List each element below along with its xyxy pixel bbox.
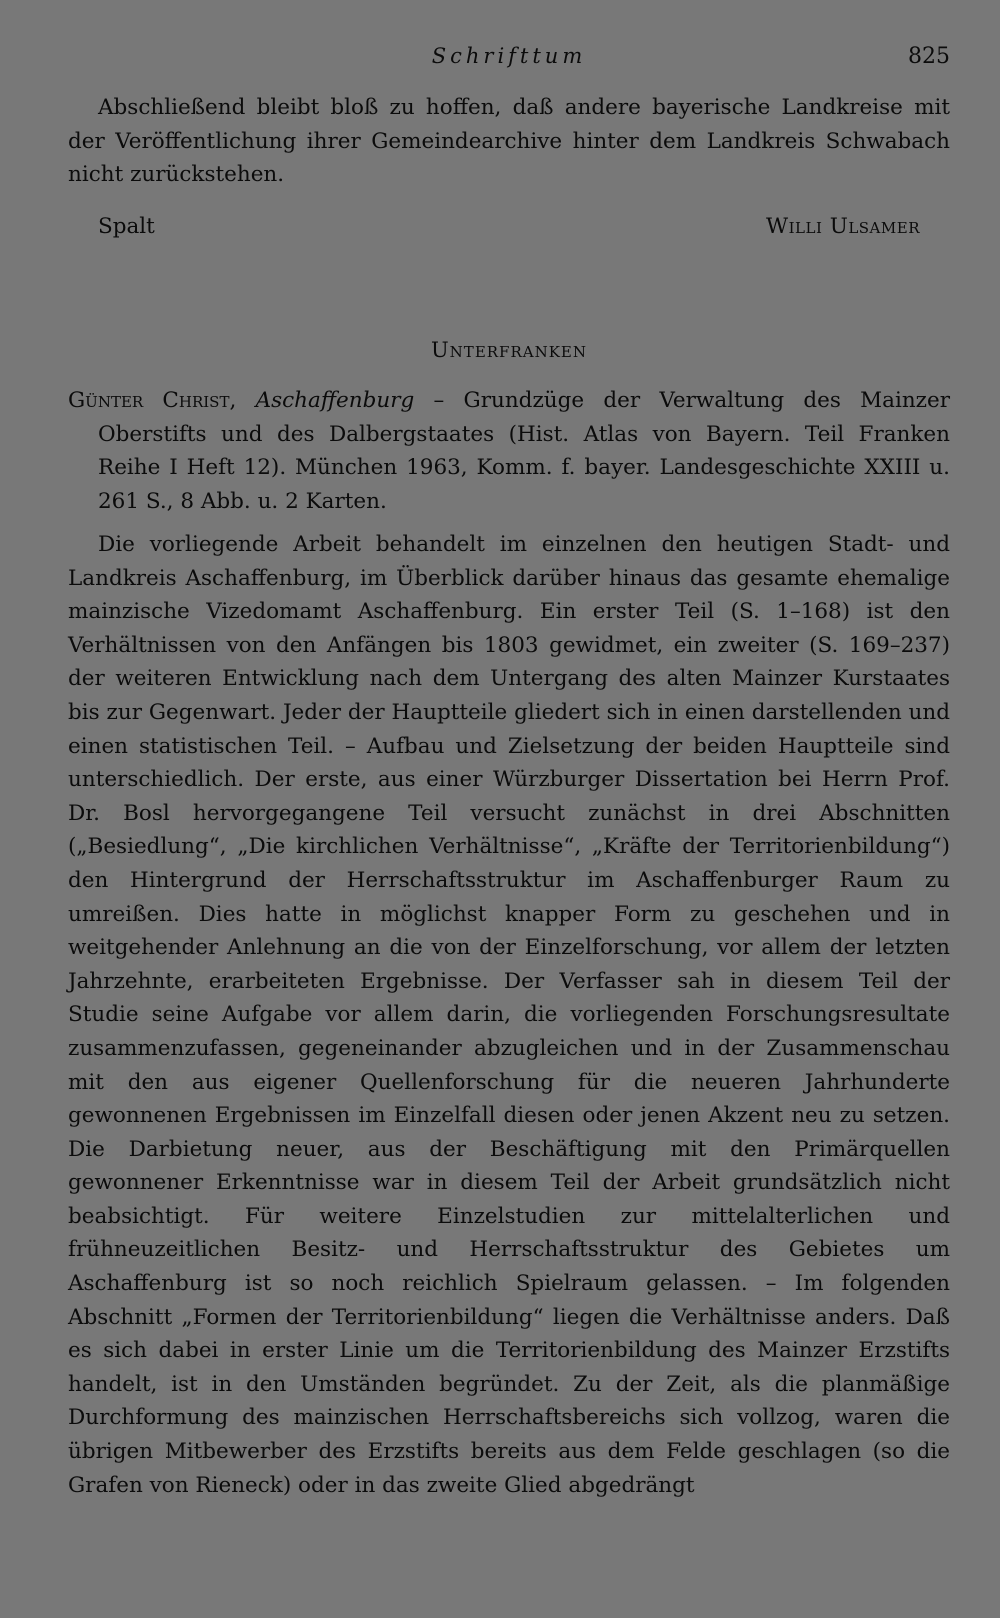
bib-details: – Grundzüge der Verwaltung des Mainzer Oberstifts und des Dalbergstaates (Hist. Atlas von Bayern. Teil Franken Reihe I Heft 12). München 1963, Komm. f. bayer. Landesgeschichte XXIII u. 261 S., 8 Abb. u. 2 Karten.	[98, 388, 950, 514]
bib-author: Günter Christ,	[68, 388, 237, 413]
running-head-title: Schrifttum	[431, 44, 587, 68]
intro-paragraph	[68, 91, 950, 192]
bibliographic-entry	[68, 384, 950, 518]
running-head	[68, 40, 950, 76]
signature-place: Spalt	[98, 214, 155, 239]
signature-name: Willi Ulsamer	[766, 214, 920, 239]
intro-paragraph-text: Abschließend bleibt bloß zu hoffen, daß andere bayerische Landkreise mit der Veröffentlichung ihrer Gemeindearchive hinter dem Landkreis Schwabach nicht zurückstehen.	[68, 95, 950, 188]
document-page	[68, 0, 950, 1618]
bib-title: Aschaffenburg	[255, 388, 415, 413]
section-heading: Unterfranken	[430, 338, 587, 362]
review-body-paragraph	[68, 528, 950, 1502]
page-number: 825	[908, 44, 950, 69]
review-signature	[98, 214, 950, 250]
review-body-text: Die vorliegende Arbeit behandelt im einzelnen den heutigen Stadt- und Landkreis Aschaffenburg, im Überblick darüber hinaus das gesamte ehemalige mainzische Vizedomamt Aschaffenburg. Ein erster Teil (S. 1–168) ist den Verhältnissen von den Anfängen bis 1803 gewidmet, ein zweiter (S. 169–237) der weiteren Entwicklung nach dem Untergang des alten Mainzer Kurstaates bis zur Gegenwart. Jeder der Hauptteile gliedert sich in einen darstellenden und einen statistischen Teil. – Aufbau und Zielsetzung der beiden Hauptteile sind unterschiedlich. Der erste, aus einer Würzburger Dissertation bei Herrn Prof. Dr. Bosl hervorgegangene Teil versucht zunächst in drei Abschnitten („Besiedlung“, „Die kirchlichen Verhältnisse“, „Kräfte der Territorienbildung“) den Hintergrund der Herrschaftsstruktur im Aschaffenburger Raum zu umreißen. Dies hatte in möglichst knapper Form zu geschehen und in weitgehender Anlehnung an die von der Einzelforschung, vor allem der letzten Jahrzehnte, erarbeiteten Ergebnisse. Der Verfasser sah in diesem Teil der Studie seine Aufgabe vor allem darin, die vorliegenden Forschungsresultate zusammenzufassen, gegeneinander abzugleichen und in der Zusammenschau mit den aus eigener Quellenforschung für die neueren Jahrhunderte gewonnenen Ergebnissen im Einzelfall diesen oder jenen Akzent neu zu setzen. Die Darbietung neuer, aus der Beschäftigung mit den Primärquellen gewonnener Erkenntnisse war in diesem Teil der Arbeit grundsätzlich nicht beabsichtigt. Für weitere Einzelstudien zur mittelalterlichen und frühneuzeitlichen Besitz- und Herrschaftsstruktur des Gebietes um Aschaffenburg ist so noch reichlich Spielraum gelassen. – Im folgenden Abschnitt „Formen der Territorienbildung“ liegen die Verhältnisse anders. Daß es sich dabei in erster Linie um die Territorienbildung des Mainzer Erzstifts handelt, ist in den Umständen begründet. Zu der Zeit, als die planmäßige Durchformung des mainzischen Herrschaftsbereichs sich vollzog, waren die übrigen Mitbewerber des Erzstifts bereits aus dem Felde geschlagen (so die Grafen von Rieneck) oder in das zweite Glied abgedrängt	[68, 532, 950, 1498]
